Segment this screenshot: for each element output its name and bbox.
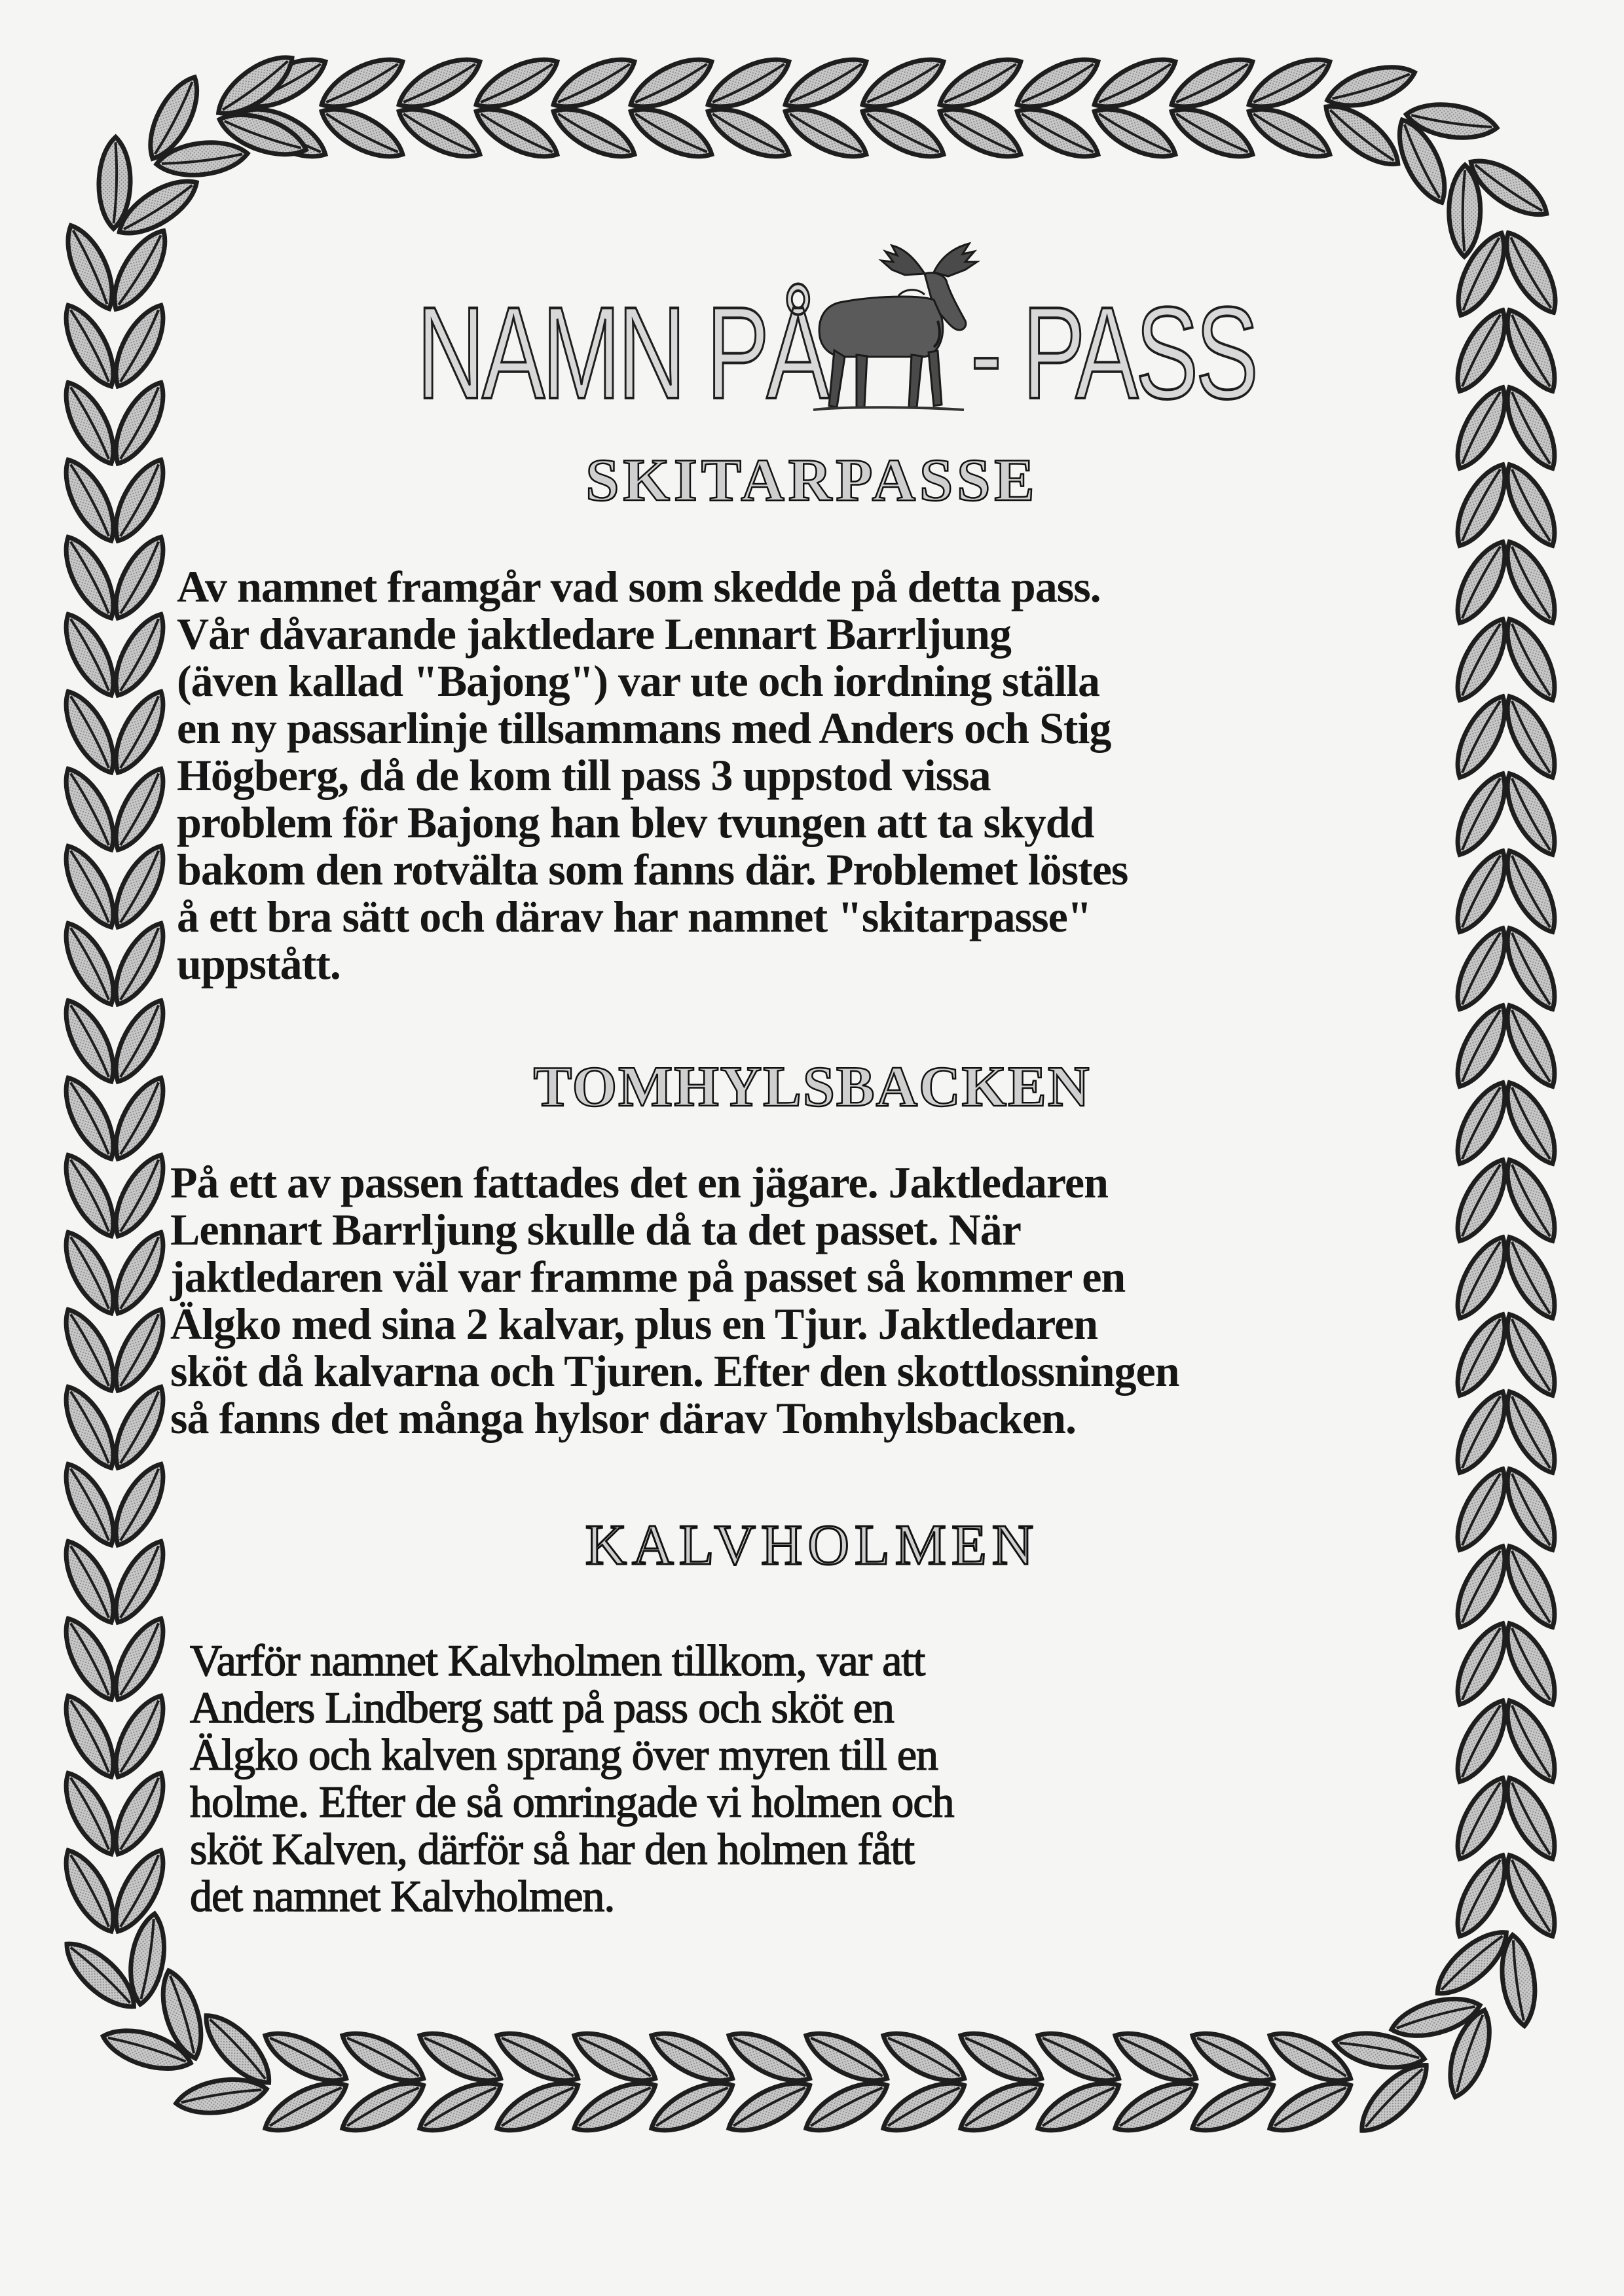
text-line: Högberg, då de kom till pass 3 uppstod vissa [177,750,991,800]
laurel-leaf-icon [335,2071,431,2142]
laurel-leaf-icon [1496,1230,1566,1326]
laurel-leaf-icon [54,916,125,1011]
laurel-leaf-icon [1496,1307,1566,1403]
laurel-leaf-icon [1496,1616,1566,1712]
laurel-leaf-icon [1263,2071,1358,2142]
laurel-leaf-icon [567,2071,663,2142]
laurel-leaf-icon [314,48,410,118]
laurel-leaf-icon [623,48,719,118]
text-line: å ett bra sätt och därav har namnet "skitarpasse" [177,892,1092,941]
laurel-leaf-icon [54,375,125,471]
laurel-leaf-icon [1496,1153,1566,1248]
laurel-leaf-icon [1185,2071,1281,2142]
laurel-leaf-icon [799,2071,895,2142]
laurel-leaf-icon [54,530,125,625]
text-line: Älgko med sina 2 kalvar, plus en Tjur. Jaktledaren [170,1299,1098,1349]
laurel-leaf-icon [1496,689,1566,785]
laurel-leaf-icon [413,2071,508,2142]
section-heading-tomhylsbacken: TOMHYLSBACKEN [533,1055,1091,1119]
laurel-leaf-icon [54,1534,125,1630]
laurel-leaf-icon [54,1148,125,1243]
page-content [170,196,1454,2030]
text-line: (även kallad "Bajong") var ute och iordning ställa [177,656,1099,706]
laurel-leaf-icon [1496,1076,1566,1171]
laurel-leaf-icon [778,48,874,118]
laurel-leaf-icon [1242,48,1337,118]
laurel-leaf-icon [1496,767,1566,862]
laurel-leaf-icon [1496,535,1566,630]
laurel-leaf-icon [1494,225,1567,320]
text-line: På ett av passen fattades det en jägare. Jaktledaren [170,1157,1108,1207]
text-line: det namnet Kalvholmen. [190,1871,615,1921]
text-line: holme. Efter de så omringade vi holmen och [190,1777,954,1827]
laurel-leaf-icon [54,1457,125,1552]
section-body-skitarpasse [170,563,1460,987]
text-line: problem för Bajong han blev tvungen att ta skydd [177,797,1094,847]
laurel-leaf-icon [54,839,125,934]
laurel-leaf-icon [54,684,125,780]
laurel-leaf-icon [855,48,951,118]
text-line: bakom den rotvälta som fanns där. Problemet löstes [177,845,1128,894]
laurel-leaf-icon [701,48,796,118]
text-line: sköt då kalvarna och Tjuren. Efter den skottlossningen [170,1346,1179,1396]
laurel-leaf-icon [1496,1462,1566,1558]
laurel-leaf-icon [932,48,1028,118]
laurel-leaf-icon [469,48,564,118]
laurel-leaf-icon [258,2071,354,2142]
text-line: Vår dåvarande jaktledare Lennart Barrljung [177,609,1011,659]
laurel-leaf-icon [56,219,123,315]
laurel-leaf-icon [1496,1771,1566,1867]
laurel-leaf-icon [54,1379,125,1475]
laurel-leaf-icon [54,1611,125,1707]
laurel-leaf-icon [1496,380,1566,476]
laurel-leaf-icon [1087,48,1183,118]
text-line: en ny passarlinje tillsammans med Anders och Stig [177,703,1111,753]
section-heading-kalvholmen: KALVHOLMEN [585,1514,1039,1577]
laurel-leaf-icon [54,1302,125,1398]
laurel-leaf-icon [953,2071,1049,2142]
laurel-leaf-icon [1496,921,1566,1017]
text-line: jaktledaren väl var framme på passet så kommer en [170,1252,1126,1302]
laurel-leaf-icon [490,2071,585,2142]
text-line: så fanns det många hylsor därav Tomhylsbacken. [170,1393,1076,1443]
laurel-leaf-icon [54,1843,125,1939]
laurel-leaf-icon [1496,1539,1566,1635]
laurel-leaf-icon [54,607,125,702]
section-heading-skitarpasse: SKITARPASSE [585,446,1039,513]
laurel-leaf-icon [876,2071,972,2142]
laurel-leaf-icon [722,2071,817,2142]
text-line: sköt Kalven, därför så har den holmen fått [190,1824,915,1874]
page-title [170,223,1454,426]
laurel-leaf-icon [1496,1385,1566,1480]
laurel-leaf-icon [1496,1694,1566,1789]
laurel-leaf-icon [1496,844,1566,939]
laurel-leaf-icon [1496,998,1566,1094]
laurel-leaf-icon [546,48,642,118]
text-line: Varför namnet Kalvholmen tillkom, var att [190,1635,925,1685]
laurel-leaf-icon [1496,458,1566,553]
laurel-leaf-icon [1164,48,1260,118]
section-body-kalvholmen [170,1637,1473,1920]
title-left: NAMN PÅ [416,280,827,426]
laurel-leaf-icon [644,2071,740,2142]
laurel-leaf-icon [103,223,177,318]
text-line: uppstått. [177,939,341,989]
section-body-tomhylsbacken [170,1159,1454,1442]
laurel-leaf-icon [54,1070,125,1166]
laurel-leaf-icon [1108,2071,1204,2142]
laurel-leaf-icon [54,1766,125,1861]
laurel-leaf-icon [1497,1933,1540,2028]
laurel-leaf-icon [54,452,125,548]
laurel-leaf-icon [1496,612,1566,708]
laurel-leaf-icon [392,48,487,118]
laurel-leaf-icon [54,1225,125,1321]
text-line: Älgko och kalven sprang över myren till en [190,1730,938,1779]
laurel-leaf-icon [1496,303,1566,399]
laurel-leaf-icon [54,1688,125,1784]
laurel-leaf-icon [54,993,125,1089]
laurel-leaf-icon [1031,2071,1126,2142]
title-right: - PASS [970,280,1256,426]
laurel-leaf-icon [54,761,125,857]
laurel-leaf-icon [54,298,125,393]
laurel-leaf-icon [1496,1848,1566,1944]
text-line: Lennart Barrljung skulle då ta det passet. När [170,1205,1021,1254]
laurel-leaf-icon [1010,48,1105,118]
text-line: Anders Lindberg satt på pass och sköt en [190,1683,894,1732]
text-line: Av namnet framgår vad som skedde på detta pass. [177,562,1101,611]
